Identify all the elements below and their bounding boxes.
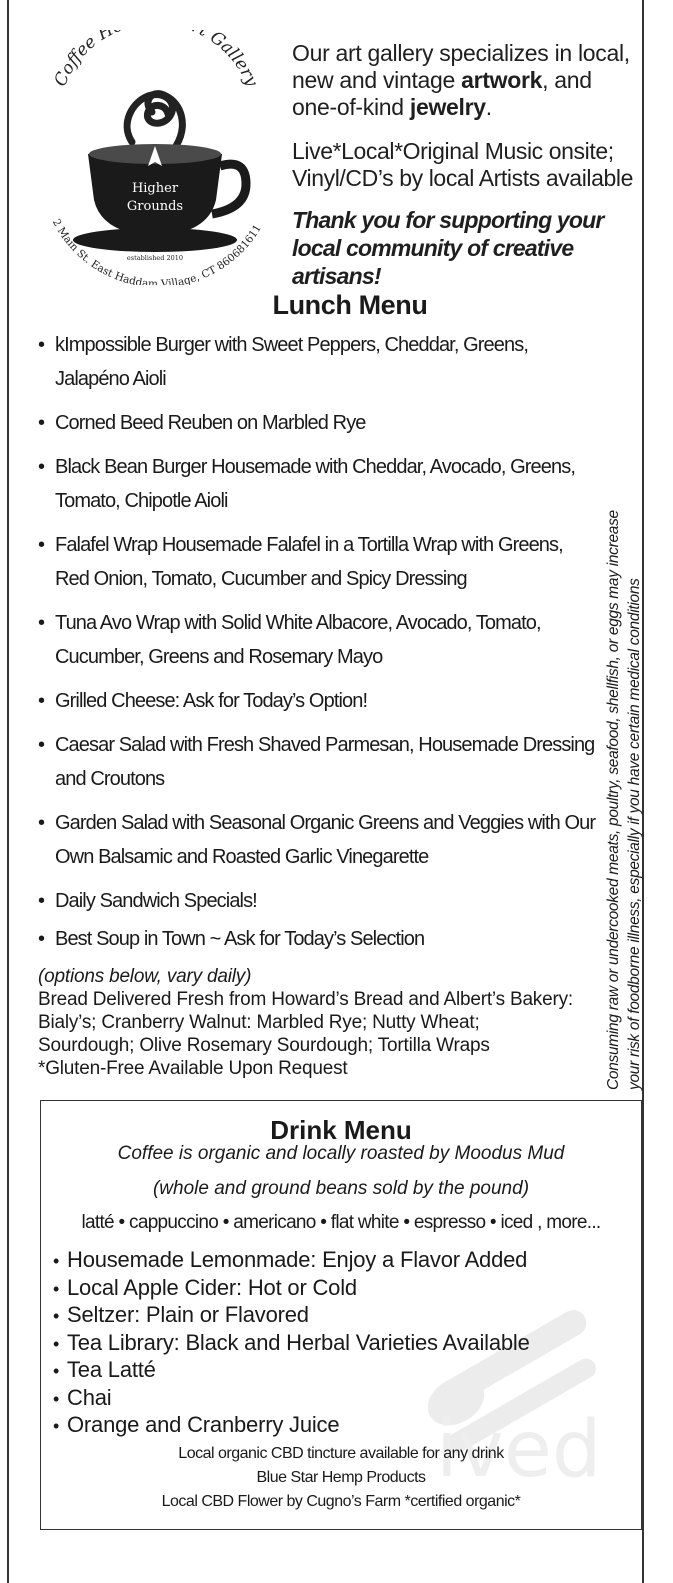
bread-info [38,965,598,1080]
bread-options-note: (options below, vary daily) [38,966,252,987]
lunch-menu-title: Lunch Menu [272,290,428,320]
disclaimer-line: Consuming raw or undercooked meats, poultry, seafood, shellfish, or eggs may increase [605,510,622,1090]
lunch-item: • kImpossible Burger with Sweet Peppers, Cheddar, Greens, Jalapéno Aioli [38,328,598,396]
bread-line: Bialy’s; Cranberry Walnut: Marbled Rye; Nutty Wheat; [38,1012,480,1033]
watermark-text: ived [436,1405,602,1495]
lunch-item: • Falafel Wrap Housemade Falafel in a Tortilla Wrap with Greens, Red Onion, Tomato, Cucumber and Spicy Dressing [38,528,598,596]
intro-thanks-text: Thank you for supporting your local community of creative artisans! [292,207,604,289]
steam-swirl-icon [127,94,182,146]
intro [292,40,637,290]
logo-arc-text: Coffee H t Gallery [50,30,262,90]
drink-item: • Housemade Lemonmade: Enjoy a Flavor Added [53,1247,613,1275]
disclaimer-line: your risk of foodborne illness, especially if you have certain medical conditions [626,578,643,1090]
lunch-menu-list [38,328,598,960]
bread-line: Sourdough; Olive Rosemary Sourdough; Tortilla Wraps [38,1035,490,1056]
logo-brand-line2: Grounds [126,199,184,214]
logo-established: established 2010 [126,254,184,262]
lunch-item: • Best Soup in Town ~ Ask for Today’s Selection [38,922,598,956]
drink-item: • Seltzer: Plain or Flavored [53,1302,613,1330]
logo-brand-line1: Higher [131,181,179,196]
intro-gallery-text: Our art gallery specializes in local, new and vintage artwork, and one-of-kind jewelry. [292,40,630,120]
drink-list [53,1247,613,1440]
cbd-tincture-note: Local organic CBD tincture available for any drink [178,1445,504,1462]
coffee-types: latté • cappuccino • americano • flat white • espresso • iced , more... [81,1212,601,1233]
drink-item: • Chai [53,1385,613,1413]
drink-subtitle: Coffee is organic and locally roasted by Moodus Mud [117,1143,565,1164]
gluten-free-note: *Gluten-Free Available Upon Request [38,1058,348,1079]
drink-item: • Tea Library: Black and Herbal Varieties Available [53,1330,613,1358]
drink-menu-box [40,1100,642,1530]
lunch-item: • Grilled Cheese: Ask for Today’s Option! [38,684,598,718]
lunch-item: • Corned Beed Reuben on Marbled Rye [38,406,598,440]
logo-graphic [40,30,275,285]
left-border [7,0,9,1583]
food-safety-disclaimer [603,370,645,1090]
bread-line: Bread Delivered Fresh from Howard’s Bread and Albert’s Bakery: [38,989,573,1010]
logo [40,30,275,285]
lunch-item: • Garden Salad with Seasonal Organic Greens and Veggies with Our Own Balsamic and Roasted Garlic Vinegarette [38,806,598,874]
cbd-brand-note: Blue Star Hemp Products [256,1469,426,1486]
logo-address: 2 Main St. East Haddam Village, CT 860681611 [49,217,264,285]
drink-item: • Tea Latté [53,1357,613,1385]
lunch-item: • Tuna Avo Wrap with Solid White Albacore, Avocado, Tomato, Cucumber, Greens and Rosemary Mayo [38,606,598,674]
lunch-item: • Daily Sandwich Specials! [38,884,598,918]
lunch-item: • Caesar Salad with Fresh Shaved Parmesan, Housemade Dressing and Croutons [38,728,598,796]
drink-menu-title: Drink Menu [270,1115,412,1145]
drink-item: • Orange and Cranberry Juice [53,1412,613,1440]
drink-item: • Local Apple Cider: Hot or Cold [53,1275,613,1303]
cbd-flower-note: Local CBD Flower by Cugno’s Farm *certified organic* [161,1493,521,1510]
beans-note: (whole and ground beans sold by the pound) [152,1178,530,1199]
lunch-item: • Black Bean Burger Housemade with Cheddar, Avocado, Greens, Tomato, Chipotle Aioli [38,450,598,518]
intro-music-text: Live*Local*Original Music onsite; Vinyl/CD’s by local Artists available [292,138,634,191]
